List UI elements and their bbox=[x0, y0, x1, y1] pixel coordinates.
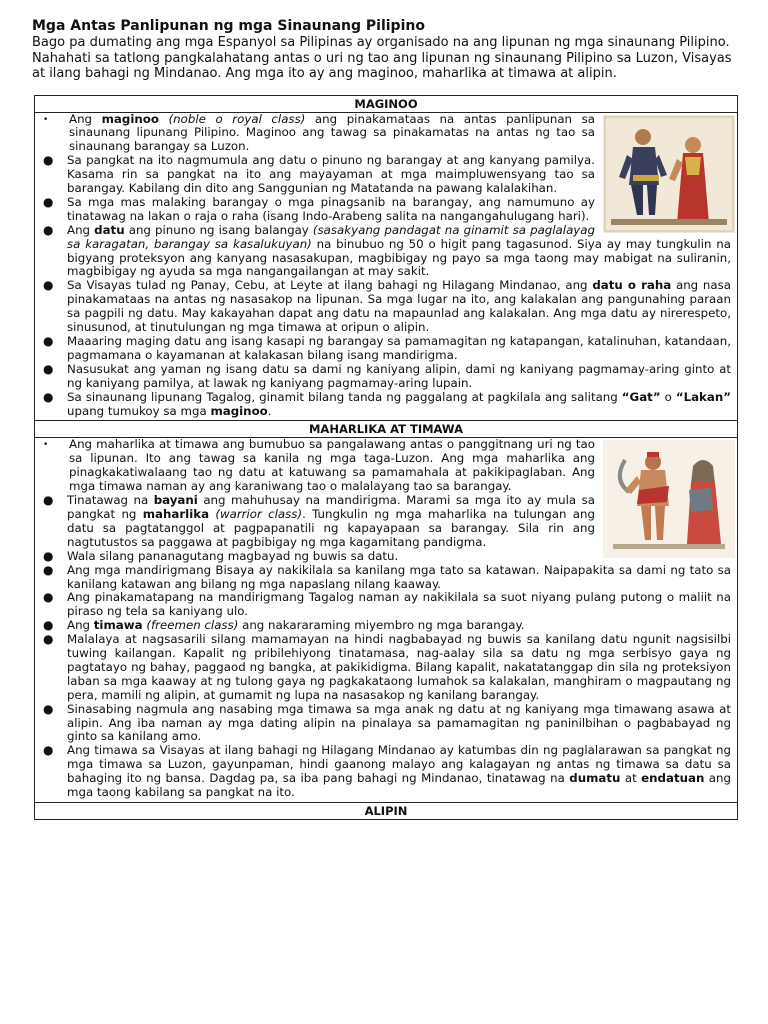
text-run: Nasusukat ang yaman ng isang datu sa dami ng kaniyang alipin, dami ng kaniyang pagmamay-aring ginto at ng kaniyang pamilya, at lawak ng kaniyang pagmamay-aring lupain. bbox=[67, 361, 731, 390]
social-classes-table bbox=[34, 95, 738, 821]
text-run: (noble o royal class) bbox=[168, 111, 306, 126]
bullet-icon: ● bbox=[43, 590, 54, 605]
page-title: Mga Antas Panlipunan ng mga Sinaunang Pilipino bbox=[32, 18, 425, 34]
list-item bbox=[35, 438, 731, 494]
text-run: . Tungkulin ng mga maharlika na tulungan ang datu sa pagtatanggol at pagpapanatili ng kapayapaan sa barangay. Sila rin ang nagtutustos sa paggawa at pagbibigay ng mga kagamitang pandigma. bbox=[67, 506, 595, 549]
text-run: datu o raha bbox=[592, 278, 672, 293]
text-run: (freemen class) bbox=[146, 618, 239, 633]
text-run: Malalaya at nagsasarili silang mamamayan na hindi nagbabayad ng buwis sa kanilang datu ngunit nagsisilbi tuwing kailangan. Kapalit ng pribilehiyong tinatamasa, nag-aalay sila sa datu ng mga serbisyo gaya ng pagtatayo ng bahay, paggaod ng bangka, at pakikidigma. Bilang kapalit, nakatatanggap din sila ng proteksiyon laban sa mga kaaway at ng tulong gaya ng pagkakataong lumahok sa kalakalan, manghiram o magpautang ng pera, mamili ng alipin, at gumamit ng lupa na nasasakop ng kanilang barangay. bbox=[67, 632, 731, 702]
list-item bbox=[35, 335, 731, 363]
list-item bbox=[35, 494, 731, 550]
text-run: endatuan bbox=[641, 771, 705, 786]
text-run: Sa mga mas malaking barangay o mga pinagsanib na barangay, ang namumuno ay tinatawag na lakan o raja o raha (isang Indo-Arabeng salita na nangangahulugang hari). bbox=[67, 194, 595, 223]
bullet-icon: ● bbox=[43, 334, 54, 348]
text-run: na binubuo ng 50 o higit pang tagasunod. Siya ay may tungkulin na bigyang proteksyon ang kanyang nasasakupan, magbibigay ng payo sa mga taong may mabigat na suliranin, magbibigay ng ayuda sa mga nangangailangan at may sakit. bbox=[67, 236, 731, 279]
text-run: “Lakan” bbox=[675, 389, 732, 404]
text-run: ang mga taong kabilang sa pangkat na ito. bbox=[67, 771, 731, 800]
text-run: dumatu bbox=[569, 771, 621, 786]
text-run: Sa sinaunang lipunang Tagalog, ginamit bilang tanda ng paggalang at pagkilala ang salitang bbox=[67, 389, 622, 404]
text-run: maginoo bbox=[210, 403, 268, 418]
bullet-icon: ● bbox=[43, 493, 54, 508]
text-run: Ang bbox=[69, 111, 102, 126]
list-item bbox=[35, 591, 731, 619]
text-run: Ang maharlika at timawa ang bumubuo sa pangalawang antas o panggitnang uri ng tao sa lipunan. Ito ang tawag sa kanila ng mga taga-Luzon. Ang mga maharlika ang pinagkakatiwalaang tao ng datu at katuwang sa pamamahala at pakikipaglaban. Ang mga timawa naman ay ang karaniwang tao o malalayang tao sa barangay. bbox=[69, 437, 595, 494]
list-item bbox=[35, 391, 731, 419]
text-run: Sinasabing nagmula ang nasabing mga timawa sa mga anak ng datu at ng kaniyang mga timawang asawa at alipin. Ang iba naman ay mga dating alipin na pinalaya sa pamamagitan ng paninilbihan o pagbabayad ng ginto sa kanilang amo. bbox=[67, 701, 731, 744]
section-body-maharlika-timawa bbox=[35, 438, 738, 803]
text-run: at bbox=[620, 771, 642, 786]
text-run: maginoo bbox=[101, 111, 159, 126]
bullet-icon: ● bbox=[43, 222, 54, 237]
text-run bbox=[159, 112, 169, 126]
bullet-icon: ● bbox=[43, 153, 54, 168]
text-run: (warrior class) bbox=[215, 506, 303, 521]
text-run: ang nakararaming miyembro ng mga barangay. bbox=[238, 618, 525, 633]
text-run: ang pinakamataas na antas panlipunan sa sinaunang lipunang Pilipino. Maginoo ang tawag sa pinakamatas na antas ng tao sa sinaunang barangay sa Luzon. bbox=[69, 111, 596, 154]
intro-paragraph-2: Nahahati sa tatlong pangkalahatang antas o uri ng tao ang lipunan ng sinaunang Pilipino sa Luzon, Visayas at ilang bahagi ng Mindanao. Ang mga ito ay ang maginoo, maharlika at timawa at alipin. bbox=[32, 50, 732, 81]
text-run: Ang bbox=[67, 618, 94, 633]
list-item bbox=[35, 224, 731, 280]
text-run: Wala silang pananagutang magbayad ng buwis sa datu. bbox=[67, 548, 399, 563]
bullet-icon: • bbox=[43, 114, 49, 125]
list-item bbox=[35, 703, 731, 745]
list-item bbox=[35, 744, 731, 800]
text-run: ang pinuno ng isang balangay bbox=[124, 222, 313, 237]
list-item bbox=[35, 279, 731, 335]
text-run: “Gat” bbox=[621, 389, 661, 404]
bullet-icon: ● bbox=[43, 278, 54, 293]
list-item bbox=[35, 196, 731, 224]
bullet-icon: ● bbox=[43, 632, 54, 647]
text-run: Ang mga mandirigmang Bisaya ay nakikilala sa kanilang mga tato sa katawan. Naipapakita sa dami ng tato sa kanilang katawan ang bilang ng mga napaslang nilang kaaway. bbox=[67, 562, 731, 591]
bullet-icon: • bbox=[43, 440, 49, 451]
text-run: . bbox=[267, 403, 272, 418]
intro-paragraph-1: Bago pa dumating ang mga Espanyol sa Pilipinas ay organisado na ang lipunan ng mga sinaunang Pilipino. bbox=[32, 35, 730, 50]
text-run: Sa Visayas tulad ng Panay, Cebu, at Leyte at ilang bahagi ng Hilagang Mindanao, ang bbox=[67, 278, 593, 293]
section-header-maginoo: MAGINOO bbox=[35, 95, 738, 112]
bullet-icon: ● bbox=[43, 743, 54, 758]
bullet-icon: ● bbox=[43, 361, 54, 376]
bullet-icon: ● bbox=[43, 618, 54, 633]
list-item bbox=[35, 550, 731, 564]
text-run: Ang pinakamatapang na mandirigmang Tagalog naman ay nakikilala sa suot niyang pulang putong o maliit na piraso ng tela sa kaniyang ulo. bbox=[67, 590, 731, 619]
text-run: bayani bbox=[153, 493, 198, 508]
bullet-icon: ● bbox=[43, 389, 54, 404]
text-run: datu bbox=[94, 222, 125, 237]
text-run: Ang bbox=[67, 222, 95, 237]
list-item bbox=[35, 113, 731, 155]
text-run: upang tumukoy sa mga bbox=[67, 403, 211, 418]
text-run: o bbox=[660, 389, 676, 404]
section-body-maginoo bbox=[35, 112, 738, 421]
list-item bbox=[35, 619, 731, 633]
bullet-icon: ● bbox=[43, 701, 54, 716]
section-header-maharlika-timawa: MAHARLIKA AT TIMAWA bbox=[35, 421, 738, 438]
text-run: ang nasa pinakamataas na antas ng nasasakop na lipunan. Sa mga lugar na ito, ang kalakalan ang pangunahing paraan sa pagpili ng datu. May kakayahan dapat ang datu na mapaunlad ang kalakalan. Ang mga datu ay nirerespeto, sinusunod, at tinutulungan ng mga timawa at oripun o alipin. bbox=[67, 278, 731, 335]
bullet-icon: ● bbox=[43, 562, 54, 577]
text-run: Sa pangkat na ito nagmumula ang datu o pinuno ng barangay at ang kanyang pamilya. Kasama rin sa pangkat na ito ang mayayaman at mga maimpluwensyang tao sa barangay. Kabilang din dito ang Sanggunian ng Matatanda na pawang kalalakihan. bbox=[67, 153, 595, 196]
document-page bbox=[32, 18, 740, 820]
text-run: ang mahuhusay na mandirigma. Marami sa mga ito ay mula sa pangkat ng bbox=[67, 493, 595, 521]
text-run: maharlika bbox=[142, 506, 210, 521]
list-item bbox=[35, 633, 731, 703]
text-run: Maaaring maging datu ang isang kasapi ng barangay sa pamamagitan ng katapangan, katalinuhan, katandaan, pagmamana o kayamanan at kalakasan bilang isang mandirigma. bbox=[67, 334, 731, 362]
list-item bbox=[35, 154, 731, 196]
bullet-icon: ● bbox=[43, 548, 54, 563]
text-run: Tinatawag na bbox=[67, 493, 154, 508]
list-item bbox=[35, 363, 731, 391]
text-run: Ang timawa sa Visayas at ilang bahagi ng Hilagang Mindanao ay katumbas din ng paglalarawan sa pangkat ng mga timawa sa Luzon, gayunpaman, hindi gaanong malayo ang kalagayan ng antas ng timawa sa datu sa bahaging ito ng bansa. Dagdag pa, sa iba pang bahagi ng Mindanao, tinatawag na bbox=[67, 743, 731, 786]
text-run: (sasakyang pandagat na ginamit sa paglalayag sa karagatan, barangay sa kasalukuyan) bbox=[67, 222, 595, 251]
maharlika-timawa-list bbox=[35, 438, 737, 802]
text-run: timawa bbox=[93, 618, 143, 633]
maginoo-list bbox=[35, 113, 737, 421]
section-header-alipin: ALIPIN bbox=[35, 803, 738, 820]
list-item bbox=[35, 564, 731, 592]
bullet-icon: ● bbox=[43, 194, 54, 209]
